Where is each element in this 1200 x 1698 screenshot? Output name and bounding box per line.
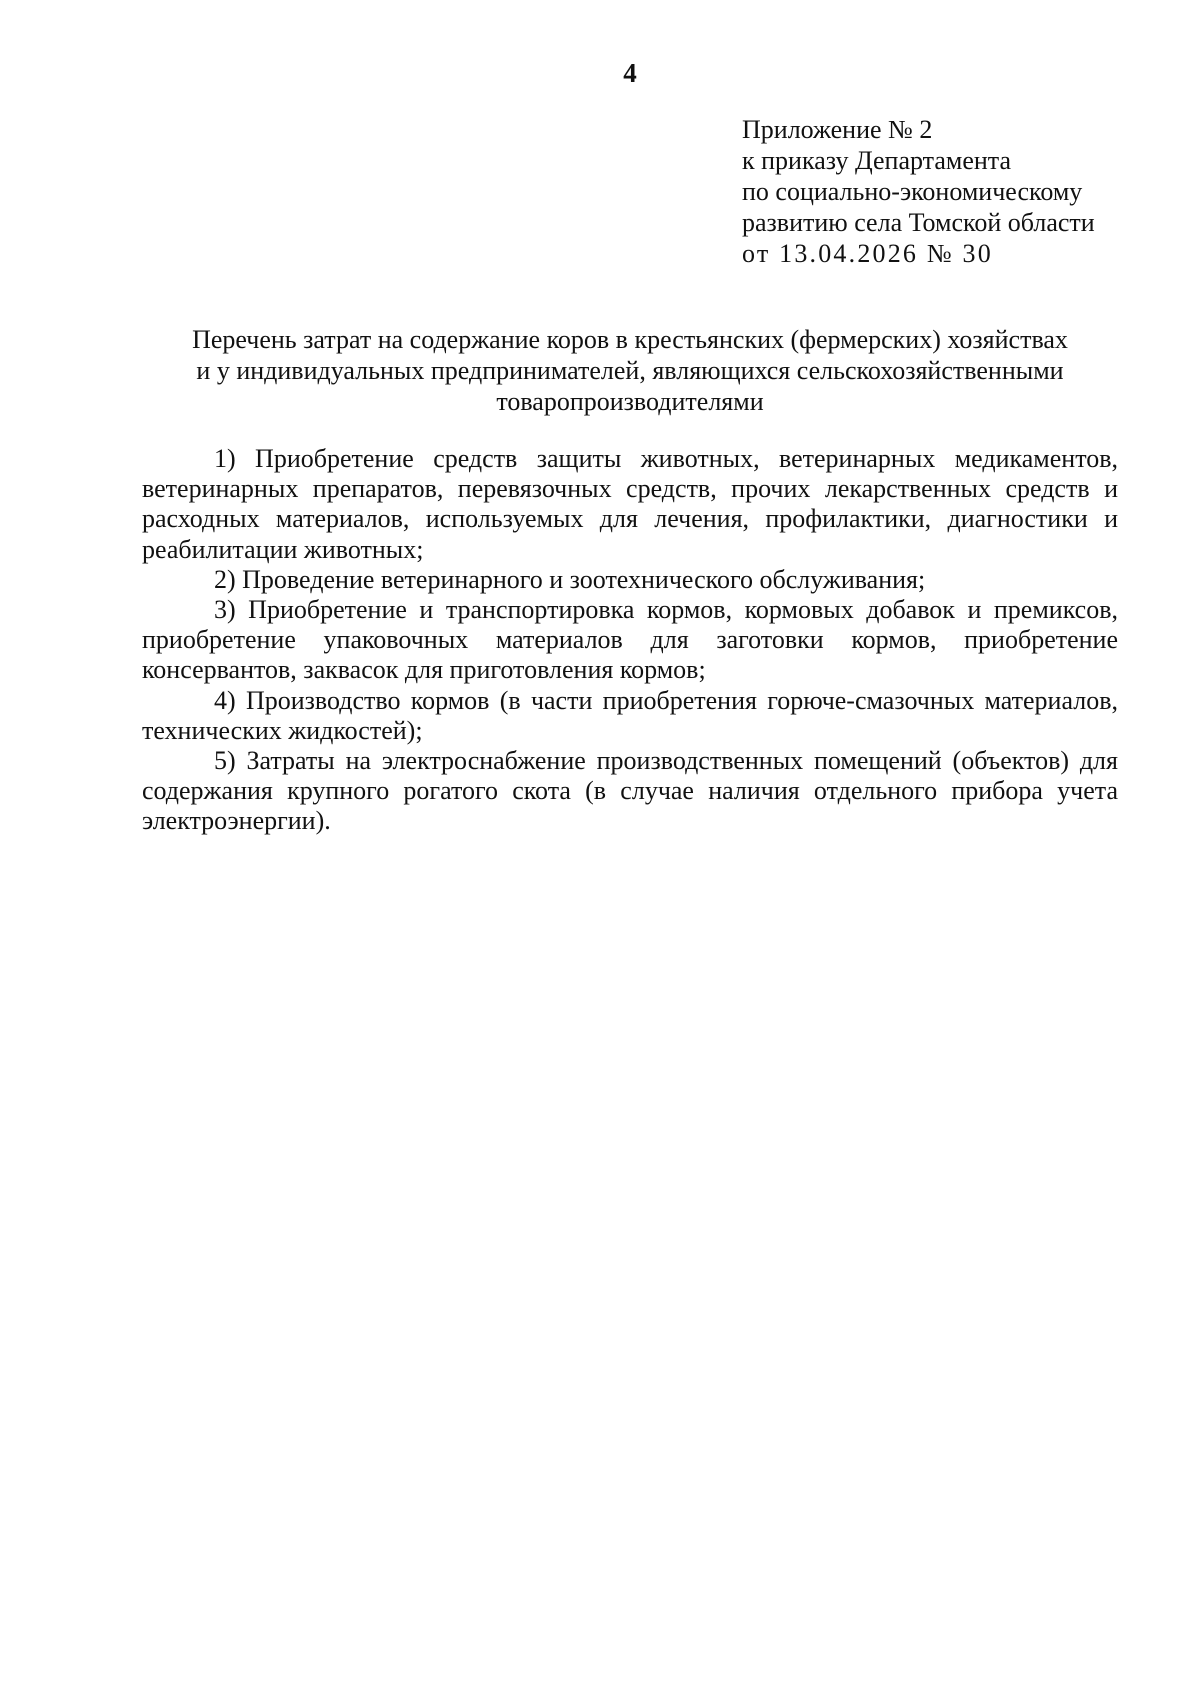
appendix-department: по социально-экономическому [742, 177, 1083, 206]
document-title [140, 324, 1120, 417]
list-item-1: 1) Приобретение средств защиты животных, ветеринарных медикаментов, ветеринарных препаратов, перевязочных средств, прочих лекарственных средств и расходных материалов, используемых для лечения, профилактики, диагностики и реабилитации животных; [142, 444, 1118, 564]
appendix-order-date: от 13.04.2026 № 30 [742, 239, 993, 268]
list-item-5: 5) Затраты на электроснабжение производственных помещений (объектов) для содержания крупного рогатого скота (в случае наличия отдельного прибора учета электроэнергии). [142, 746, 1118, 836]
title-line-2: и у индивидуальных предпринимателей, являющихся сельскохозяйственными [196, 356, 1064, 385]
appendix-order-ref: к приказу Департамента [742, 146, 1012, 175]
appendix-number: Приложение № 2 [742, 115, 933, 144]
page-number: 4 [623, 58, 637, 88]
list-item-4: 4) Производство кормов (в части приобретения горюче-смазочных материалов, технических жидкостей); [142, 685, 1118, 745]
appendix-header [742, 114, 1182, 269]
title-line-3: товаропроизводителями [496, 387, 764, 416]
list-item-3: 3) Приобретение и транспортировка кормов, кормовых добавок и премиксов, приобретение упаковочных материалов для заготовки кормов, приобретение консервантов, заквасок для приготовления кормов; [142, 595, 1118, 685]
title-line-1: Перечень затрат на содержание коров в крестьянских (фермерских) хозяйствах [192, 325, 1068, 354]
appendix-department-cont: развитию села Томской области [742, 208, 1095, 237]
list-item-2: 2) Проведение ветеринарного и зоотехнического обслуживания; [214, 564, 926, 594]
cost-list [142, 444, 1118, 837]
